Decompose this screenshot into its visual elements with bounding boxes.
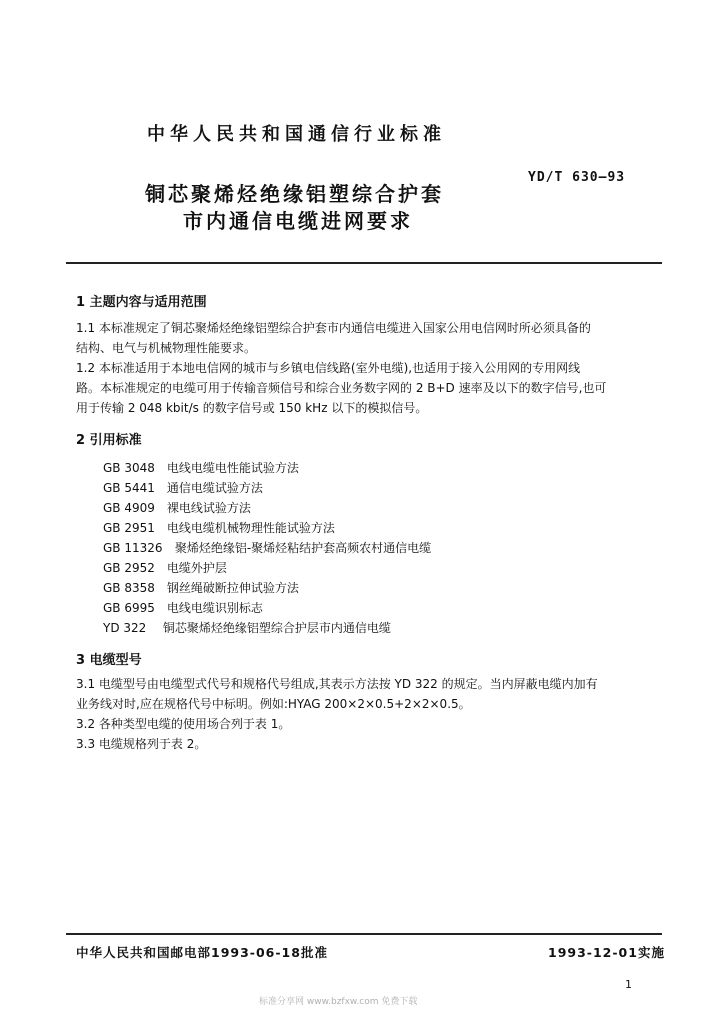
reference-item: [103, 499, 251, 516]
section-2-heading: 2 引用标准: [76, 433, 142, 448]
reference-code: GB 4909: [103, 501, 155, 515]
reference-title: 裸电线试验方法: [166, 501, 251, 515]
approval-date: 中华人民共和国邮电部1993-06-18批准: [76, 945, 328, 960]
reference-item: [103, 479, 263, 496]
implementation-date: 1993-12-01实施: [548, 945, 665, 960]
reference-item: [103, 539, 431, 556]
paragraph-3-2: 3.2 各种类型电缆的使用场合列于表 1。: [76, 717, 291, 731]
paragraph-1-2-line-2: 路。本标准规定的电缆可用于传输音频信号和综合业务数字网的 2 B+D 速率及以下的数字信号,也可: [76, 381, 607, 395]
reference-code: GB 8358: [103, 581, 155, 595]
section-1-heading: 1 主题内容与适用范围: [76, 295, 207, 310]
footer-divider: [66, 933, 662, 935]
reference-title: 电线电缆识别标志: [166, 601, 263, 615]
paragraph-1-2-line-1: 1.2 本标准适用于本地电信网的城市与乡镇电信线路(室外电缆),也适用于接入公用网的专用网线: [76, 361, 581, 375]
reference-code: YD 322: [103, 621, 147, 635]
paragraph-1-2-line-3: 用于传输 2 048 kbit/s 的数字信号或 150 kHz 以下的模拟信号。: [76, 401, 428, 415]
section-1-body: [76, 318, 661, 418]
paragraph-1-1-line-2: 结构、电气与机械物理性能要求。: [76, 341, 257, 355]
reference-title: 铜芯聚烯烃绝缘铝塑综合护层市内通信电缆: [162, 621, 391, 635]
page-number: 1: [625, 978, 632, 991]
header-divider: [66, 262, 662, 264]
reference-title: 电缆外护层: [166, 561, 227, 575]
reference-code: GB 5441: [103, 481, 155, 495]
paragraph-3-1-line-1: 3.1 电缆型号由电缆型式代号和规格代号组成,其表示方法按 YD 322 的规定。当内屏蔽电缆内加有: [76, 677, 598, 691]
section-3-body: [76, 674, 661, 754]
document-title-line-1: 铜芯聚烯烃绝缘铝塑综合护套: [145, 182, 444, 206]
reference-item: [103, 519, 335, 536]
reference-title: 电线电缆电性能试验方法: [166, 461, 299, 475]
reference-item: [103, 619, 391, 636]
document-title-line-2: 市内通信电缆进网要求: [183, 209, 413, 233]
watermark: 标准分享网 www.bzfxw.com 免费下载: [259, 997, 418, 1007]
reference-title: 通信电缆试验方法: [166, 481, 263, 495]
paragraph-3-1-line-2: 业务线对时,应在规格代号中标明。例如:HYAG 200×2×0.5+2×2×0.5。: [76, 697, 471, 711]
reference-code: GB 2952: [103, 561, 155, 575]
paragraph-1-1-line-1: 1.1 本标准规定了铜芯聚烯烃绝缘铝塑综合护套市内通信电缆进入国家公用电信网时所必须具备的: [76, 321, 591, 335]
reference-code: GB 11326: [103, 541, 163, 555]
reference-item: [103, 579, 299, 596]
reference-title: 电线电缆机械物理性能试验方法: [166, 521, 335, 535]
reference-code: GB 6995: [103, 601, 155, 615]
reference-item: [103, 559, 227, 576]
reference-title: 聚烯烃绝缘铝-聚烯烃粘结护套高频农村通信电缆: [174, 541, 432, 555]
industry-standard-heading: 中华人民共和国通信行业标准: [147, 124, 446, 145]
reference-code: GB 3048: [103, 461, 155, 475]
reference-item: [103, 459, 299, 476]
reference-item: [103, 599, 263, 616]
section-3-heading: 3 电缆型号: [76, 653, 142, 668]
reference-title: 钢丝绳破断拉伸试验方法: [166, 581, 299, 595]
reference-code: GB 2951: [103, 521, 155, 535]
paragraph-3-3: 3.3 电缆规格列于表 2。: [76, 737, 207, 751]
standard-code: YD/T 630—93: [528, 170, 626, 185]
